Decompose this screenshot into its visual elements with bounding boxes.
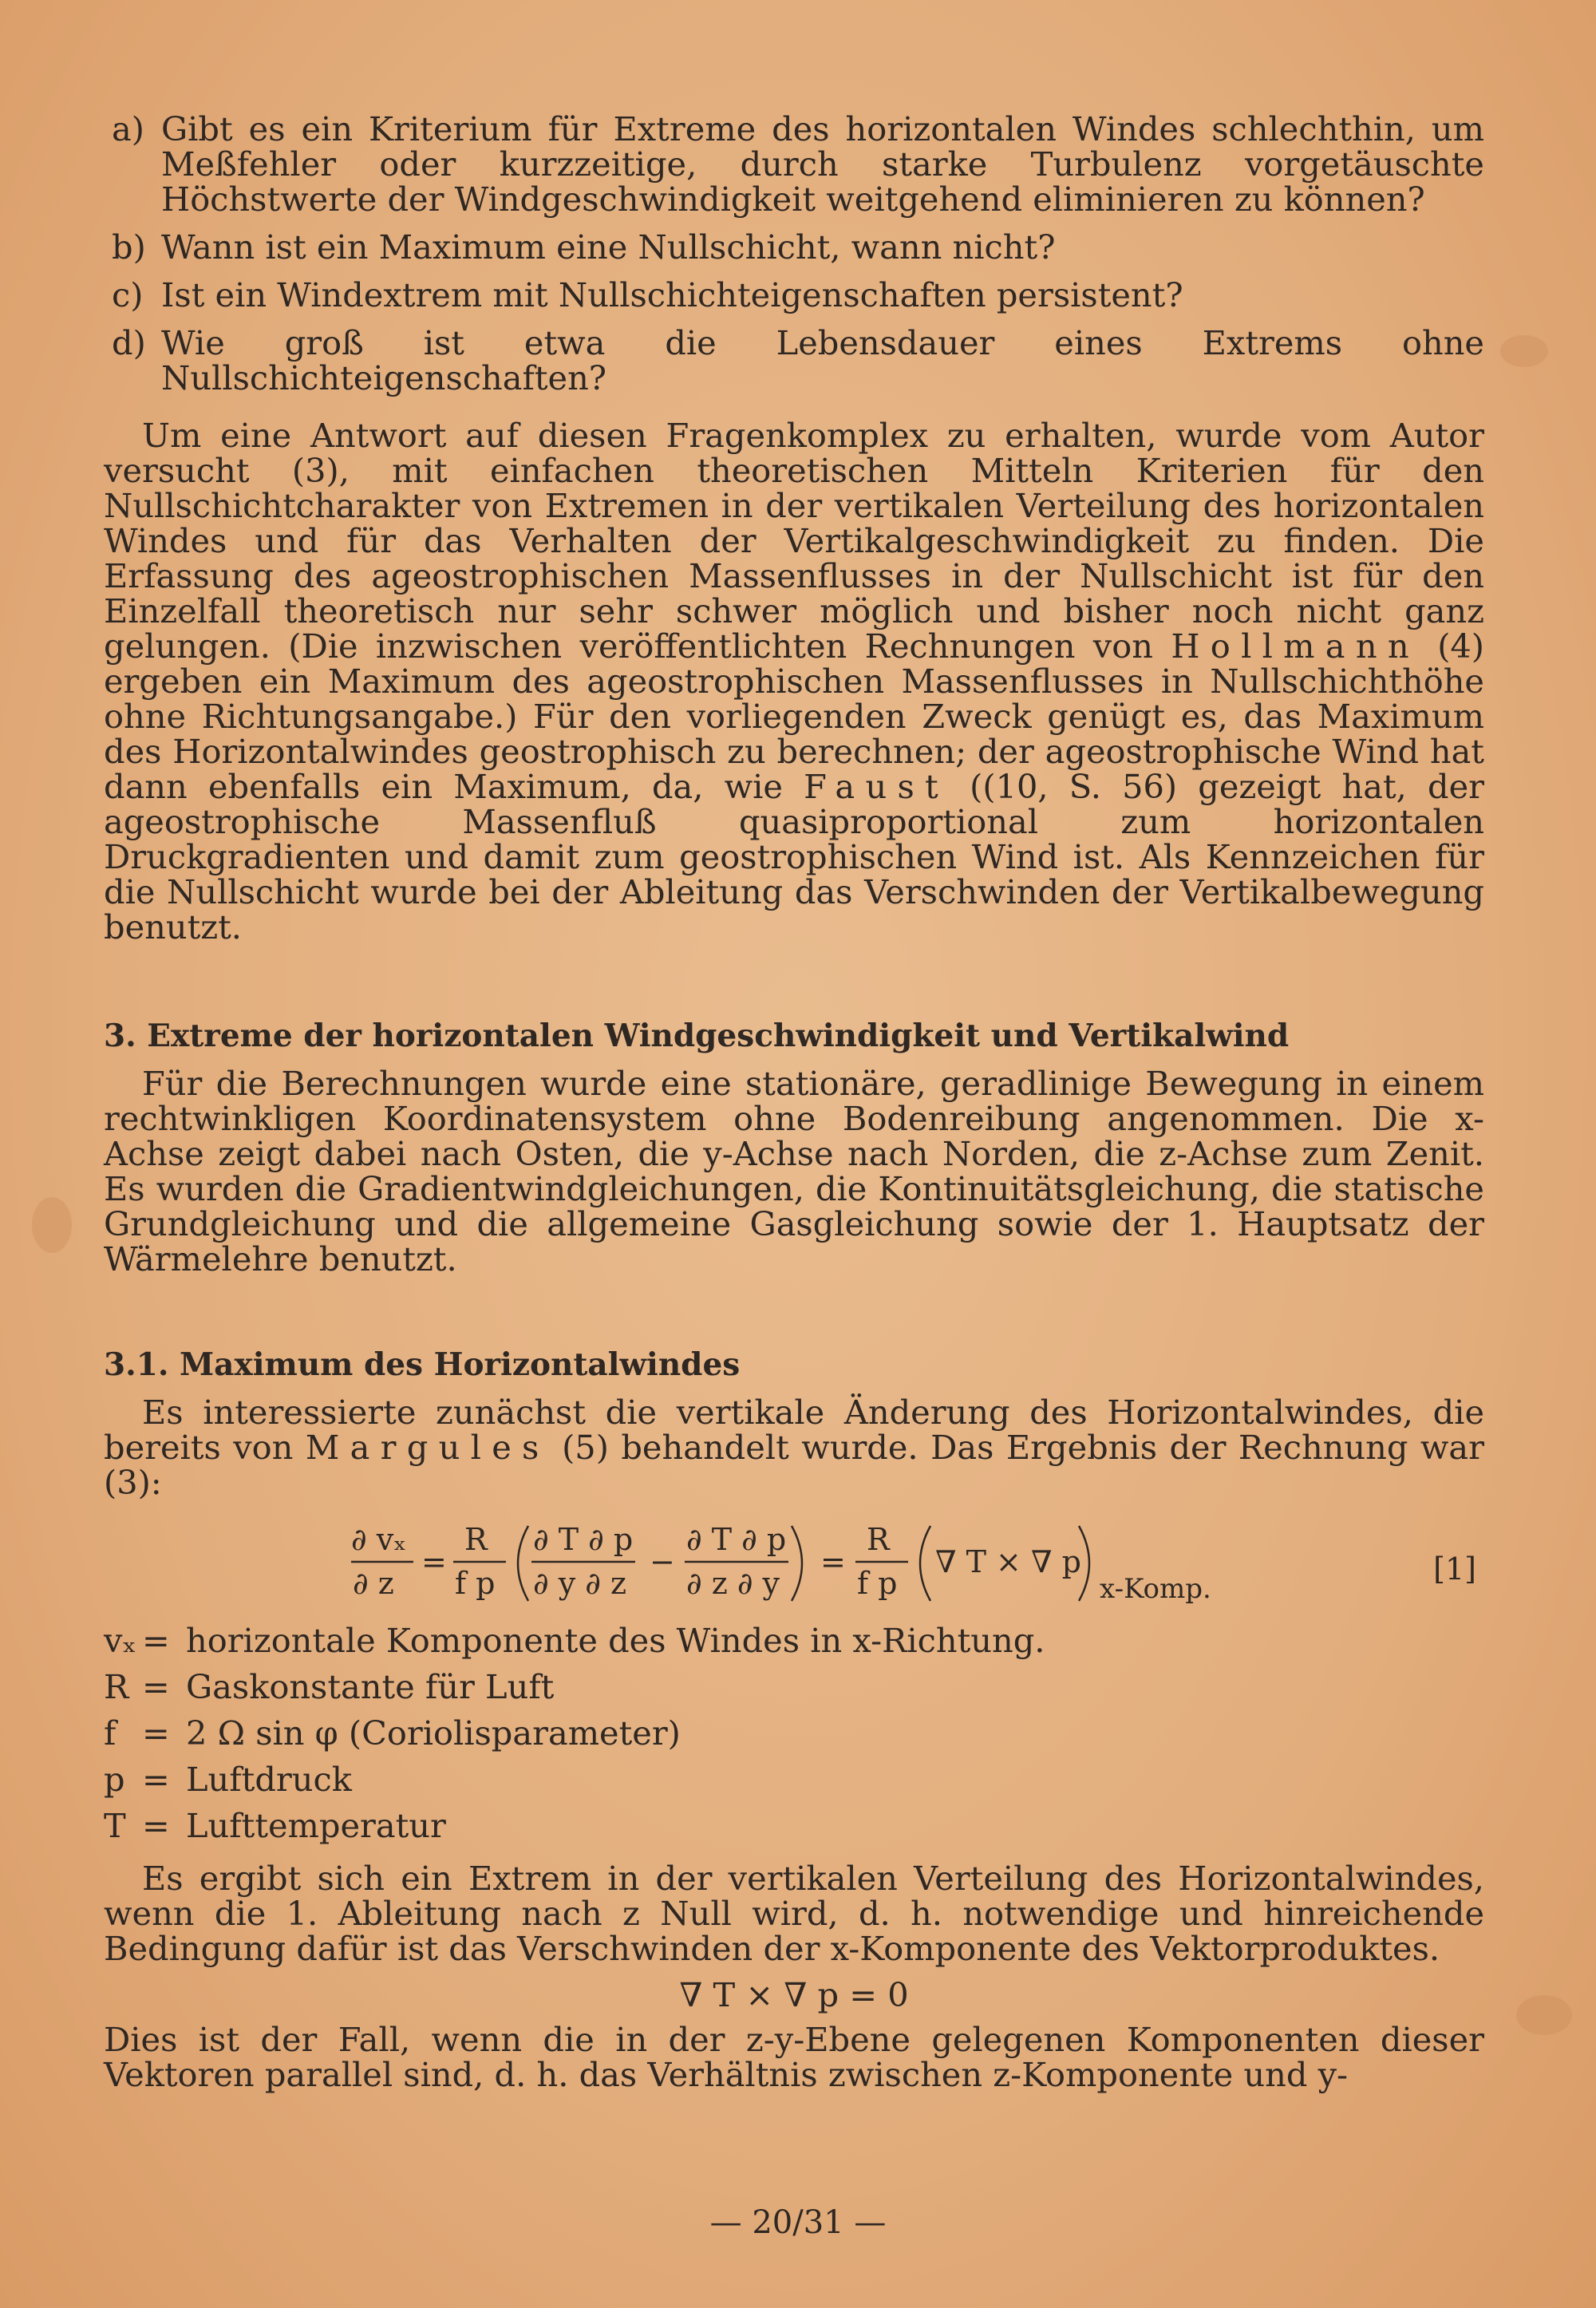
question-text: Wie groß ist etwa die Lebensdauer eines Extrems ohne Nullschichteigenschaften? <box>161 323 1484 397</box>
paragraph-text: (5) behandelt wurde. Das Ergebnis der Rechnung war (3): <box>104 1428 1484 1502</box>
equals-sign: = <box>820 1544 846 1579</box>
minus-sign: − <box>650 1544 675 1579</box>
lhs-numerator: ∂ vₓ <box>351 1522 407 1557</box>
question-text: Gibt es ein Kriterium für Extreme des horizontalen Windes schlechthin, um Meßfehler oder kurzzeitige, durch starke Turbulenz vorgetäuschte Höchstwerte der Windgeschwindigkeit weitgehend eliminieren zu können? <box>161 109 1484 219</box>
definition-equals: = <box>142 1713 170 1753</box>
term1-denominator: ∂ y ∂ z <box>533 1566 627 1601</box>
page-number: — 20/31 — <box>709 2204 887 2241</box>
equation-1 <box>104 1518 1484 1614</box>
definition-row <box>104 1713 1484 1753</box>
author-name: Faust <box>804 767 949 806</box>
question-item <box>104 227 1484 267</box>
definition-symbol: f <box>104 1713 117 1753</box>
question-letter: a) <box>112 109 144 148</box>
definition-row <box>104 1667 1484 1706</box>
section-paragraph: Für die Berechnungen wurde eine stationäre, geradlinige Bewegung in einem rechtwinkligen Koordinatensystem ohne Bodenreibung angenommen. Die x-Achse zeigt dabei nach Osten, die y-Achse nach Norden, die z-Achse zum Zenit. Es wurden die Gradientwindgleichungen, die Kontinuitätsgleichung, die statische Grundgleichung und die allgemeine Gasgleichung sowie der 1. Hauptsatz der Wärmelehre benutzt. <box>104 1064 1484 1278</box>
paragraph-text: ((10, S. 56) gezeigt hat, der ageostrophische Massenfluß quasiproportional zum horizontalen Druckgradienten und damit zum geostrophischen Wind ist. Als Kennzeichen für die Nullschicht wurde bei der Ableitung das Verschwinden der Vertikalbewegung benutzt. <box>104 767 1484 947</box>
equation-2: ∇ T × ∇ p = 0 <box>679 1975 909 2014</box>
left-paren <box>920 1526 930 1601</box>
component-subscript: x-Komp. <box>1100 1573 1211 1605</box>
definition-text: horizontale Komponente des Windes in x-Richtung. <box>186 1621 1045 1660</box>
definition-text: Gaskonstante für Luft <box>186 1667 555 1706</box>
fp-denominator: f p <box>857 1566 898 1601</box>
definition-equals: = <box>142 1760 170 1799</box>
paragraph-text: Um eine Antwort auf diesen Fragenkomplex zu erhalten, wurde vom Autor versucht (3), mit einfachen theoretischen Mitteln Kriterien für den Nullschichtcharakter von Extremen in der vertikalen Verteilung des horizontalen Windes und für das Verhalten der Vertikalgeschwindigkeit zu finden. Die Erfassung des ageostrophischen Massenflusses in der Nullschicht ist für den Einzelfall theoretisch nur sehr schwer möglich und bisher noch nicht ganz gelungen. (Die inzwischen veröffentlichten Rechnungen von <box>104 416 1484 666</box>
question-letter: d) <box>112 323 146 362</box>
question-letter: c) <box>112 275 144 314</box>
r-numerator: R <box>867 1522 890 1557</box>
definition-symbol: T <box>104 1806 126 1845</box>
equation-number: [1] <box>1433 1551 1476 1587</box>
author-name: Hollmann <box>1171 626 1420 666</box>
definition-equals: = <box>142 1667 170 1706</box>
definition-equals: = <box>142 1621 170 1660</box>
question-list <box>104 109 1484 397</box>
paper-stain <box>1500 335 1548 367</box>
subsection-paragraph <box>104 1395 1484 1500</box>
term1-numerator: ∂ T ∂ p <box>533 1522 634 1557</box>
paragraph-text: (4) ergeben ein Maximum des ageostrophischen Massenflusses in Nullschichthöhe ohne Richtungsangabe.) Für den vorliegenden Zweck genügt es, das Maximum des Horizontalwindes geostrophisch zu berechnen; der ageostrophische Wind hat dann ebenfalls ein Maximum, da, wie <box>104 626 1484 806</box>
question-item <box>104 109 1484 219</box>
question-item <box>104 275 1484 314</box>
body-paragraph: Es ergibt sich ein Extrem in der vertikalen Verteilung des Horizontalwindes, wenn die 1. Ableitung nach z Null wird, d. h. notwendige und hinreichende Bedingung dafür ist das Verschwinden der x-Komponente des Vektorproduktes. <box>104 1859 1484 1968</box>
intro-paragraph <box>104 418 1484 945</box>
cross-product: ∇ T × ∇ p <box>935 1544 1081 1579</box>
definition-text: 2 Ω sin φ (Coriolisparameter) <box>186 1713 681 1753</box>
paragraph-text: Es interessierte zunächst die vertikale Änderung des Horizontalwindes, die bereits von <box>104 1393 1484 1467</box>
left-paren <box>518 1526 528 1601</box>
definition-symbol: R <box>104 1667 129 1706</box>
term2-numerator: ∂ T ∂ p <box>686 1522 787 1557</box>
definition-row <box>104 1623 1484 1658</box>
page-content <box>104 109 1484 2094</box>
definition-equals: = <box>142 1806 170 1845</box>
equation-graphic <box>351 1518 1309 1614</box>
right-paren <box>792 1526 802 1601</box>
paper-stain <box>1516 1995 1572 2035</box>
author-name: Margules <box>305 1428 550 1467</box>
definition-row <box>104 1808 1484 1844</box>
fp-denominator: f p <box>455 1566 496 1601</box>
definition-symbol: p <box>104 1760 125 1799</box>
section-heading: 3. Extreme der horizontalen Windgeschwindigkeit und Vertikalwind <box>104 1018 1290 1054</box>
r-numerator: R <box>464 1522 488 1557</box>
question-text: Ist ein Windextrem mit Nullschichteigenschaften persistent? <box>161 275 1183 314</box>
lhs-denominator: ∂ z <box>353 1566 394 1601</box>
definition-row <box>104 1762 1484 1797</box>
body-paragraph: Dies ist der Fall, wenn die in der z-y-Ebene gelegenen Komponenten dieser Vektoren parallel sind, d. h. das Verhältnis zwischen z-Komponente und y- <box>104 2020 1484 2094</box>
question-letter: b) <box>112 227 146 267</box>
term2-denominator: ∂ z ∂ y <box>686 1566 780 1601</box>
equals-sign: = <box>421 1544 447 1579</box>
definition-text: Luftdruck <box>186 1760 352 1799</box>
definition-text: Lufttemperatur <box>186 1806 446 1845</box>
paper-stain <box>32 1197 72 1253</box>
question-item <box>104 323 1484 397</box>
definition-symbol: vₓ <box>104 1621 137 1660</box>
subsection-heading: 3.1. Maximum des Horizontalwindes <box>104 1346 741 1383</box>
symbol-definitions <box>104 1623 1484 1844</box>
question-text: Wann ist ein Maximum eine Nullschicht, wann nicht? <box>161 227 1056 267</box>
